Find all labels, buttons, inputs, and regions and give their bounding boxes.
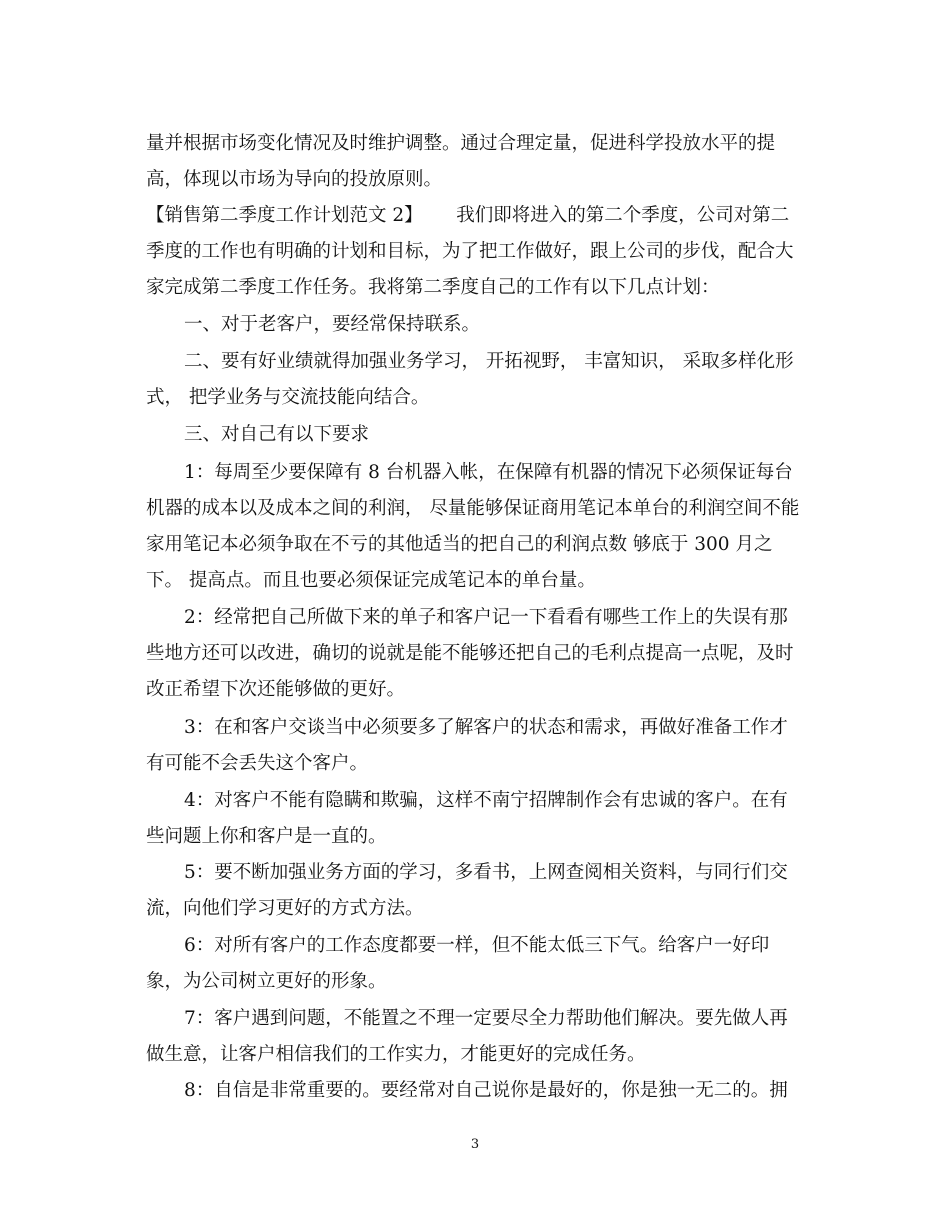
- paragraph-line: 高，体现以市场为导向的投放原则。: [146, 169, 443, 190]
- list-item-line: 一、对于老客户，要经常保持联系。: [184, 314, 481, 335]
- section-heading-line: 【销售第二季度工作计划范文 2】 我们即将进入的第二个季度，公司对第二: [146, 205, 790, 226]
- paragraph-line: 流，向他们学习更好的方式方法。: [146, 898, 424, 919]
- paragraph-line: 量并根据市场变化情况及时维护调整。通过合理定量，促进科学投放水平的提: [146, 133, 776, 154]
- paragraph-line: 有可能不会丢失这个客户。: [146, 753, 369, 774]
- list-item-line: 2：经常把自己所做下来的单子和客户记一下看看有哪些工作上的失误有那: [184, 607, 788, 628]
- list-item-line: 5：要不断加强业务方面的学习，多看书，上网查阅相关资料，与同行们交: [184, 862, 788, 883]
- paragraph-line: 式， 把学业务与交流技能向结合。: [146, 387, 430, 408]
- paragraph-line: 家用笔记本必须争取在不亏的其他适当的把自己的利润点数 够底于 300 月之: [146, 534, 773, 555]
- paragraph-line: 季度的工作也有明确的计划和目标，为了把工作做好，跟上公司的步伐，配合大: [146, 241, 794, 262]
- paragraph-line: 改正希望下次还能够做的更好。: [146, 679, 406, 700]
- paragraph-line: 象，为公司树立更好的形象。: [146, 971, 387, 992]
- paragraph-line: 些地方还可以改进，确切的说就是能不能够还把自己的毛利点提高一点呢，及时: [146, 643, 794, 664]
- paragraph-line: 下。 提高点。而且也要必须保证完成笔记本的单台量。: [146, 570, 596, 591]
- list-item-line: 二、要有好业绩就得加强业务学习， 开拓视野， 丰富知识， 采取多样化形: [184, 351, 794, 372]
- page-number: 3: [470, 1137, 480, 1152]
- paragraph-line: 家完成第二季度工作任务。我将第二季度自己的工作有以下几点计划：: [146, 277, 720, 298]
- list-item-line: 3：在和客户交谈当中必须要多了解客户的状态和需求，再做好准备工作才: [184, 717, 788, 738]
- list-item-line: 4：对客户不能有隐瞒和欺骗，这样不南宁招牌制作会有忠诚的客户。在有: [184, 790, 788, 811]
- paragraph-line: 机器的成本以及成本之间的利润， 尽量能够保证商用笔记本单台的利润空间不能: [146, 498, 800, 519]
- paragraph-line: 做生意，让客户相信我们的工作实力，才能更好的完成任务。: [146, 1044, 646, 1065]
- list-item-line: 6：对所有客户的工作态度都要一样，但不能太低三下气。给客户一好印: [184, 935, 770, 956]
- list-item-line: 7：客户遇到问题，不能置之不理一定要尽全力帮助他们解决。要先做人再: [184, 1008, 788, 1029]
- paragraph-line: 些问题上你和客户是一直的。: [146, 826, 387, 847]
- list-item-line: 8：自信是非常重要的。要经常对自己说你是最好的，你是独一无二的。拥: [184, 1080, 788, 1101]
- list-item-line: 三、对自己有以下要求: [184, 424, 370, 445]
- list-item-line: 1：每周至少要保障有 8 台机器入帐，在保障有机器的情况下必须保证每台: [184, 462, 793, 483]
